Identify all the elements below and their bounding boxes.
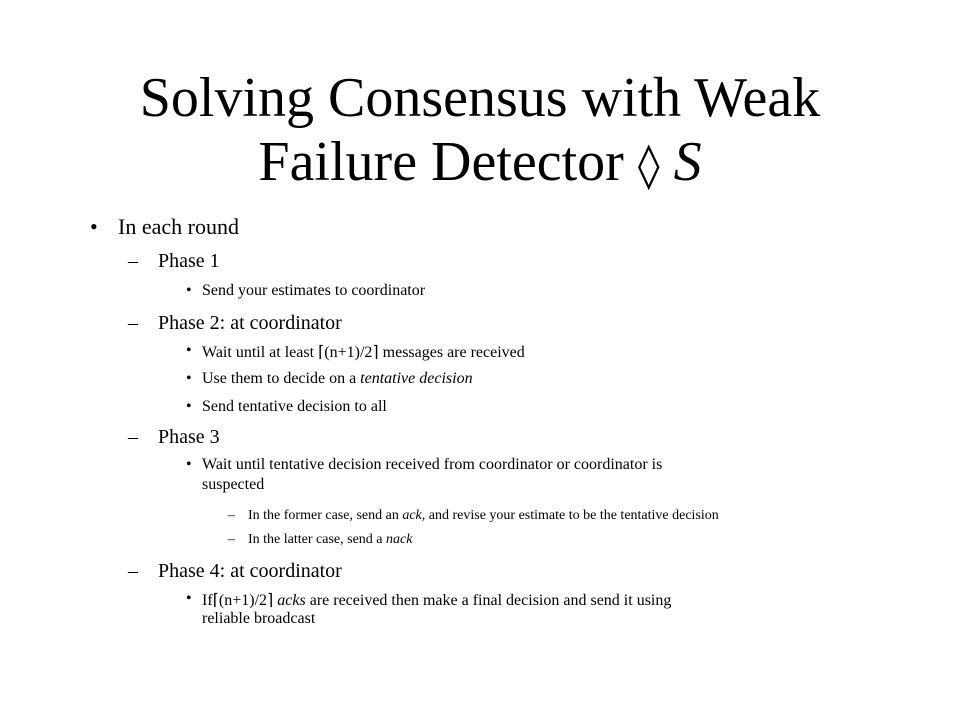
bullet-phase3-item1: • [186, 456, 192, 473]
phase4-item1-c: are received then make a final decision and send it using [309, 592, 672, 609]
phase2-item2 [202, 370, 473, 388]
phase3-sub2 [248, 532, 412, 548]
phase3-sub1-b: ack, [402, 508, 426, 523]
phase2-item2-a: Use them to decide on a [202, 370, 357, 387]
phase3-label: Phase 3 [158, 426, 220, 448]
phase3-sub1-c: and revise your estimate to be the tentative decision [428, 508, 719, 523]
dash-phase1: – [128, 250, 138, 272]
bullet-phase2-item2: • [186, 370, 192, 387]
dash-phase3: – [128, 426, 138, 448]
bullet-phase2-item3: • [186, 398, 192, 415]
phase4-label: Phase 4: at coordinator [158, 560, 342, 582]
round-text: In each round [118, 214, 239, 239]
slide-title [0, 66, 960, 198]
phase3-item1-line1: Wait until tentative decision received from coordinator or coordinator is [202, 456, 663, 473]
phase4-item1-b: acks [277, 592, 306, 609]
phase2-item2-b: tentative decision [360, 370, 473, 387]
phase2-item1-expr: (n+1)/2 [324, 344, 373, 361]
ceil-right-symbol-2: ⌉ [267, 590, 274, 609]
phase2-label: Phase 2: at coordinator [158, 312, 342, 334]
phase1-label: Phase 1 [158, 250, 220, 272]
phase4-item1-line1 [202, 590, 671, 610]
phase2-item3: Send tentative decision to all [202, 398, 387, 415]
phase1-item1: Send your estimates to coordinator [202, 282, 426, 299]
dash-phase3-sub1: – [228, 508, 235, 523]
title-letter-s: S [673, 131, 702, 193]
phase4-item1-expr: (n+1)/2 [218, 592, 268, 609]
dash-phase3-sub2: – [228, 532, 235, 547]
phase2-item1-b: messages are received [382, 344, 525, 361]
phase2-item1-a: Wait until at least [202, 344, 315, 361]
phase3-sub2-b: nack [386, 532, 413, 547]
dash-phase4: – [128, 560, 138, 582]
ceil-right-symbol: ⌉ [372, 342, 379, 361]
bullet-phase1-item1: • [186, 282, 192, 299]
bullet-phase4-item1: • [186, 590, 192, 607]
diamond-symbol: ◊ [637, 140, 660, 191]
phase3-sub2-a: In the latter case, send a [248, 532, 383, 547]
phase3-sub1-a: In the former case, send an [248, 508, 399, 523]
title-line-2-text: Failure Detector [258, 131, 624, 193]
phase4-item1-line2: reliable broadcast [202, 610, 316, 627]
bullet-round: • [90, 214, 98, 239]
phase3-sub1 [248, 508, 719, 524]
ceil-left-symbol: ⌈ [318, 342, 325, 361]
title-line-1: Solving Consensus with Weak [139, 67, 821, 129]
phase4-item1-a: If [202, 592, 213, 609]
title-line-2 [0, 130, 960, 198]
phase2-item1 [202, 342, 525, 362]
dash-phase2: – [128, 312, 138, 334]
ceil-left-symbol-2: ⌈ [212, 590, 219, 609]
bullet-phase2-item1: • [186, 342, 192, 359]
phase3-item1-line2: suspected [202, 476, 265, 493]
